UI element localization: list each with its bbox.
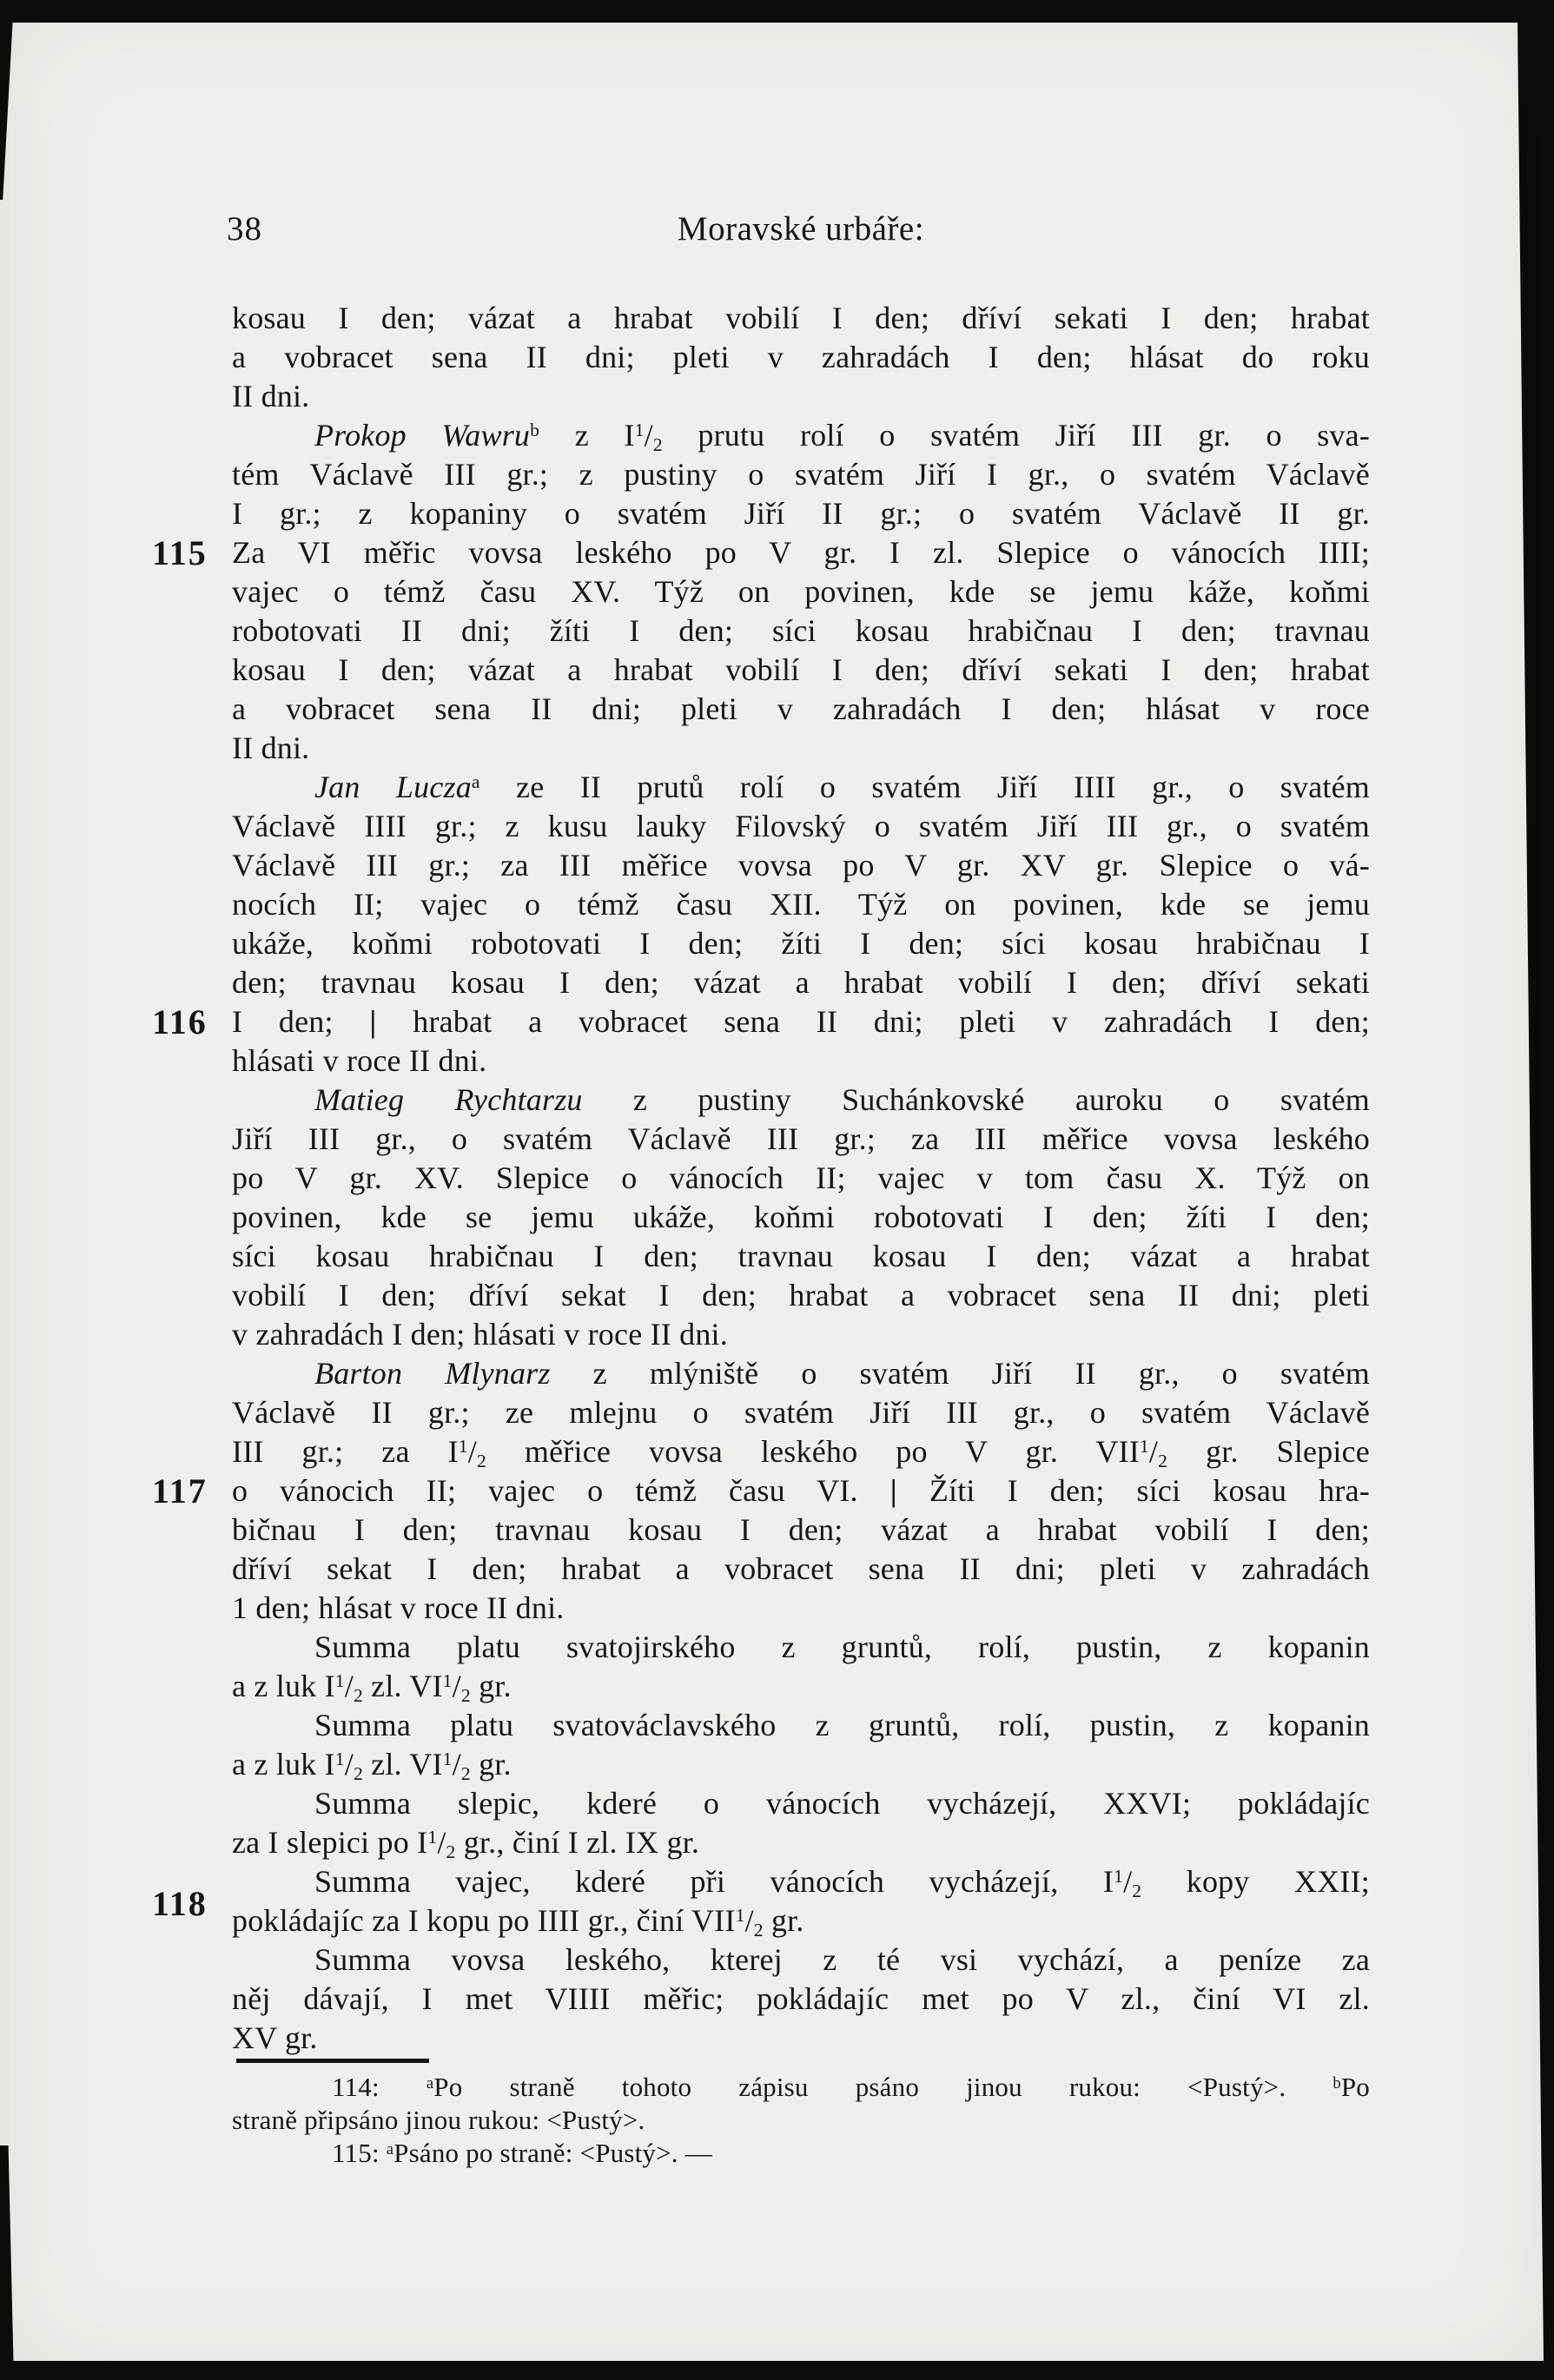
text-segment: Prokop Wawru — [314, 418, 531, 453]
text-segment: a z luk I — [232, 1747, 335, 1782]
subscript-mark: 2 — [652, 434, 663, 456]
text-line — [232, 729, 1370, 768]
subscript-mark: 2 — [1158, 1451, 1168, 1472]
text-segment: kosau I den; vázat a hrabat vobilí I den; dříví sekati I den; hrabat — [232, 652, 1370, 687]
scan-border-bottom — [0, 2361, 1554, 2380]
text-segment: a z luk I — [232, 1669, 335, 1703]
text-segment: III gr.; za I — [232, 1434, 459, 1469]
text-segment: kosau I den; vázat a hrabat vobilí I den; dříví sekati I den; hrabat — [232, 301, 1370, 335]
text-segment: Matieg Rychtarzu — [314, 1082, 583, 1117]
text-segment: a vobracet sena II dni; pleti v zahradách I den; hlásat v roce — [232, 691, 1370, 726]
text-segment: Summa platu svatojirského z gruntů, rolí, pustin, z kopanin — [314, 1630, 1370, 1664]
text-line — [232, 963, 1370, 1002]
superscript-mark: 1 — [458, 1436, 468, 1458]
text-line — [232, 1980, 1370, 2019]
text-line — [232, 1237, 1370, 1276]
text-line — [232, 416, 1370, 455]
subscript-mark: 2 — [1132, 1881, 1142, 1902]
text-segment: Václavě II gr.; ze mlejnu o svatém Jiří III gr., o svatém Václavě — [232, 1395, 1370, 1430]
superscript-mark: a — [386, 2139, 394, 2159]
text-segment: / — [644, 418, 653, 453]
text-segment: gr. — [470, 1747, 512, 1782]
text-line — [232, 2019, 1370, 2058]
text-line — [232, 1432, 1370, 1471]
text-segment: nocích II; vajec o témž času XII. Týž on povinen, kde se jemu — [232, 887, 1370, 922]
text-segment: Psáno po straně: <Pustý>. — — [393, 2138, 712, 2168]
text-segment: za I slepici po I — [232, 1825, 428, 1860]
subscript-mark: 2 — [353, 1685, 363, 1707]
text-segment: Jiří III gr., o svatém Václavě III gr.; za III měřice vovsa leského — [232, 1121, 1370, 1156]
text-line — [232, 1823, 1370, 1862]
text-line — [232, 1120, 1370, 1159]
text-segment: pokládajíc za I kopu po IIII gr., činí VII — [232, 1903, 736, 1938]
text-segment: / — [1148, 1434, 1159, 1469]
superscript-mark: 1 — [634, 420, 645, 441]
text-segment: síci kosau hrabičnau I den; travnau kosau I den; vázat a hrabat — [232, 1239, 1370, 1273]
margin-number: 118 — [152, 1884, 208, 1923]
text-segment: ze II prutů rolí o svatém Jiří IIII gr., o svatém — [479, 770, 1370, 804]
subscript-mark: 2 — [476, 1451, 486, 1472]
footnote-line — [232, 2071, 1370, 2104]
text-line — [152, 1471, 1370, 1511]
text-segment: Barton Mlynarz — [314, 1356, 551, 1391]
text-segment: měřice vovsa leského po V gr. VII — [486, 1434, 1140, 1469]
text-segment: I den; — [232, 1004, 370, 1039]
text-segment: Po straně tohoto zápisu psáno jinou rukou: <Pustý>. — [433, 2072, 1333, 2102]
text-segment: z pustiny Suchánkovské auroku o svatém — [582, 1082, 1370, 1117]
body-text — [152, 299, 1371, 2058]
text-segment: 1 den; hlásat v roce II dni. — [232, 1590, 565, 1625]
text-line — [232, 299, 1370, 338]
subscript-mark: 2 — [353, 1763, 363, 1785]
text-segment: / — [452, 1669, 461, 1703]
text-line — [232, 1159, 1370, 1198]
superscript-mark: 1 — [427, 1827, 438, 1848]
footnotes — [232, 2071, 1370, 2170]
text-line — [232, 1041, 1370, 1081]
text-segment: kopy XXII; — [1141, 1864, 1370, 1899]
text-segment: Summa vajec, kderé při vánocích vycházejí, I — [314, 1864, 1114, 1899]
scan-border-left-top — [0, 0, 14, 200]
text-line — [232, 924, 1370, 963]
text-line — [232, 1628, 1370, 1667]
superscript-mark: 1 — [442, 1670, 453, 1692]
text-segment: | — [369, 1004, 377, 1039]
superscript-mark: a — [426, 2073, 434, 2092]
text-segment: hrabat a vobracet sena II dni; pleti v zahradách I den; — [376, 1004, 1370, 1039]
text-segment: vobilí I den; dříví sekat I den; hrabat a vobracet sena II dni; pleti — [232, 1278, 1370, 1312]
text-line — [232, 1745, 1370, 1784]
text-line — [232, 807, 1370, 846]
text-segment: něj dávají, I met VIIII měřic; pokládajíc met po V zl., činí VI zl. — [232, 1981, 1370, 2016]
text-line — [232, 1550, 1370, 1589]
text-segment: z mlýniště o svatém Jiří II gr., o svatém — [550, 1356, 1371, 1391]
text-segment: / — [344, 1747, 354, 1782]
page-number: 38 — [227, 210, 262, 248]
text-segment: gr., činí I zl. IX gr. — [455, 1825, 700, 1860]
subscript-mark: 2 — [446, 1841, 456, 1863]
text-segment: Jan Lucza — [314, 770, 472, 804]
text-segment: bičnau I den; travnau kosau I den; vázat a hrabat vobilí I den; — [232, 1512, 1370, 1547]
text-segment: II dni. — [232, 379, 310, 413]
text-segment: II dni. — [232, 731, 310, 765]
text-line — [232, 846, 1370, 885]
text-line — [232, 690, 1370, 729]
footnote-line — [232, 2137, 1370, 2170]
text-line — [232, 1315, 1370, 1354]
superscript-mark: 1 — [334, 1749, 345, 1770]
superscript-mark: 1 — [334, 1670, 345, 1692]
text-segment: tém Václavě III gr.; z pustiny o svatém Jiří I gr., o svatém Václavě — [232, 457, 1370, 492]
text-line — [232, 1198, 1370, 1237]
text-line — [232, 455, 1370, 494]
footnote-line — [232, 2104, 1370, 2137]
subscript-mark: 2 — [753, 1920, 764, 1941]
text-segment: / — [452, 1747, 461, 1782]
text-segment: gr. — [470, 1669, 512, 1703]
superscript-mark: 1 — [442, 1749, 453, 1770]
running-title: Moravské urbáře: — [677, 210, 925, 248]
superscript-mark: b — [530, 420, 540, 441]
text-segment: / — [437, 1825, 446, 1860]
text-segment: zl. VI — [362, 1669, 443, 1703]
text-line — [232, 768, 1370, 807]
text-segment: v zahradách I den; hlásati v roce II dni. — [232, 1317, 728, 1352]
text-line — [232, 1276, 1370, 1315]
text-segment: den; travnau kosau I den; vázat a hrabat vobilí I den; dříví sekati — [232, 965, 1370, 1000]
text-segment: XV gr. — [232, 2020, 318, 2055]
text-line — [152, 1884, 1370, 1941]
page-header — [227, 208, 1370, 250]
text-line — [232, 1354, 1370, 1393]
text-line — [232, 885, 1370, 924]
text-line — [152, 1002, 1370, 1041]
text-line — [232, 1706, 1370, 1745]
text-segment: gr. Slepice — [1167, 1434, 1370, 1469]
text-segment: gr. — [763, 1903, 804, 1938]
text-segment: Summa platu svatováclavského z gruntů, rolí, pustin, z kopanin — [314, 1708, 1370, 1742]
text-segment: I gr.; z kopaniny o svatém Jiří II gr.; o svatém Václavě II gr. — [232, 496, 1370, 531]
text-segment: a vobracet sena II dni; pleti v zahradách I den; hlásat do roku — [232, 340, 1370, 374]
text-line — [232, 1940, 1370, 1980]
text-segment: 115: — [332, 2138, 387, 2168]
scan-border-right — [1513, 0, 1554, 2380]
text-line — [232, 1862, 1370, 1901]
text-segment: | — [889, 1473, 897, 1508]
superscript-mark: 1 — [1114, 1866, 1124, 1887]
scan-border-top — [0, 0, 1554, 23]
text-line — [232, 572, 1370, 612]
text-line — [232, 1667, 1370, 1706]
text-line — [232, 1081, 1370, 1120]
text-line — [232, 494, 1370, 533]
text-segment: Po — [1340, 2072, 1370, 2102]
text-segment: Summa slepic, kderé o vánocích vycházejí, XXVI; pokládajíc — [314, 1786, 1370, 1821]
text-segment: ukáže, koňmi robotovati I den; žíti I den; síci kosau hrabičnau I — [232, 926, 1370, 961]
text-segment: / — [344, 1669, 354, 1703]
text-line — [232, 651, 1370, 690]
text-segment: straně připsáno jinou rukou: <Pustý>. — [232, 2105, 645, 2135]
text-segment: / — [744, 1903, 754, 1938]
text-line — [232, 1511, 1370, 1550]
scan-border-left-bottom — [0, 2145, 14, 2380]
text-segment: o vánocich II; vajec o témž času VI. — [232, 1473, 890, 1508]
margin-number: 117 — [152, 1471, 208, 1511]
subscript-mark: 2 — [460, 1685, 471, 1707]
text-segment: 114: — [332, 2072, 427, 2102]
text-line — [232, 1784, 1370, 1823]
superscript-mark: a — [471, 771, 480, 793]
superscript-mark: 1 — [735, 1905, 745, 1927]
text-segment: Summa vovsa leského, kterej z té vsi vychází, a peníze za — [314, 1942, 1370, 1977]
text-segment: / — [1123, 1864, 1133, 1899]
text-segment: vajec o témž času XV. Týž on povinen, kde se jemu káže, koňmi — [232, 574, 1370, 609]
text-segment: robotovati II dni; žíti I den; síci kosau hrabičnau I den; travnau — [232, 613, 1370, 648]
superscript-mark: b — [1332, 2073, 1341, 2092]
subscript-mark: 2 — [460, 1763, 471, 1785]
text-line — [152, 533, 1370, 572]
text-line — [232, 377, 1370, 416]
text-segment: Václavě III gr.; za III měřice vovsa po V gr. XV gr. Slepice o vá- — [232, 848, 1370, 883]
text-segment: prutu rolí o svatém Jiří III gr. o sva- — [662, 418, 1370, 453]
margin-number: 116 — [152, 1002, 208, 1041]
text-segment: / — [467, 1434, 477, 1469]
footnote-separator — [236, 2059, 429, 2063]
text-line — [232, 612, 1370, 651]
text-segment: Za VI měřic vovsa leského po V gr. I zl. Slepice o vánocích IIII; — [232, 535, 1370, 570]
text-segment: z I — [539, 418, 635, 453]
superscript-mark: 1 — [1139, 1436, 1149, 1458]
text-segment: hlásati v roce II dni. — [232, 1043, 487, 1078]
margin-number: 115 — [152, 533, 208, 572]
text-line — [232, 338, 1370, 377]
text-segment: Václavě IIII gr.; z kusu lauky Filovský o svatém Jiří III gr., o svatém — [232, 809, 1370, 843]
text-line — [232, 1589, 1370, 1628]
text-segment: po V gr. XV. Slepice o vánocích II; vajec v tom času X. Týž on — [232, 1160, 1370, 1195]
text-segment: zl. VI — [362, 1747, 443, 1782]
text-line — [232, 1393, 1370, 1432]
text-segment: Žíti I den; síci kosau hra- — [896, 1473, 1370, 1508]
text-segment: povinen, kde se jemu ukáže, koňmi robotovati I den; žíti I den; — [232, 1200, 1370, 1234]
text-segment: dříví sekat I den; hrabat a vobracet sena II dni; pleti v zahradách — [232, 1551, 1370, 1586]
